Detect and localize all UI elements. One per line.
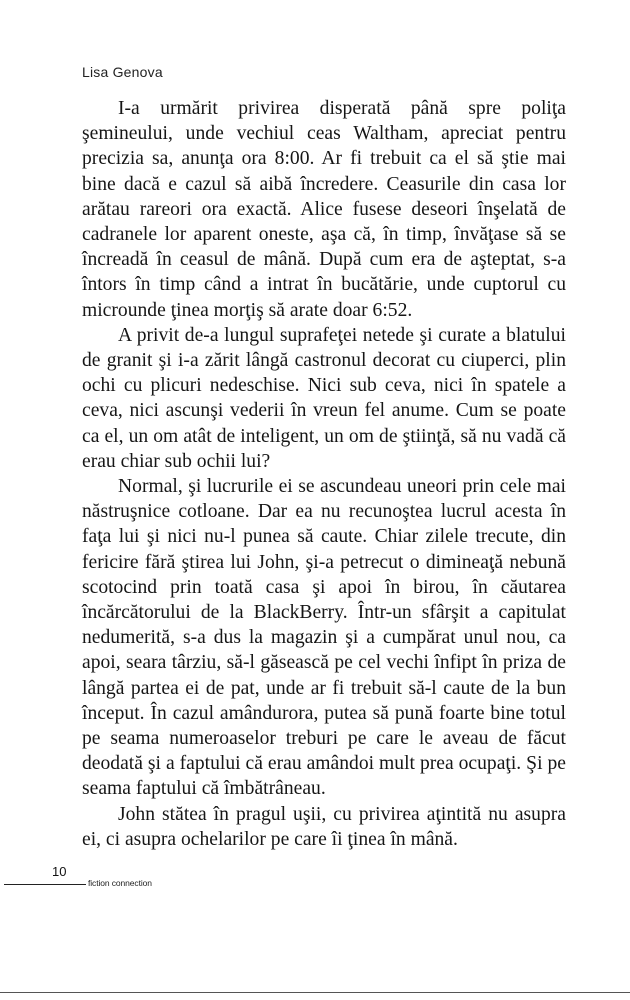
footer-rule [4,884,86,885]
paragraph: I-a urmărit privirea disperată până spre poliţa şemineului, unde vechiul ceas Waltham, apreciat pentru precizia sa, anunţa ora 8:00. Ar fi trebuit ca el să ştie mai bine dacă e cazul să aibă încredere. Ceasurile din casa lor arătau rareori ora exactă. Alice fusese deseori înşelată de cadranele lor aparent oneste, aşa că, în timp, învăţase să se încreadă în ceasul de mână. După cum era de aşteptat, s-a întors în timp când a intrat în bucătărie, unde cuptorul cu microunde ţinea morţiş să arate doar 6:52. [82,98,566,321]
publisher-imprint: fiction connection [88,878,152,888]
running-head-author: Lisa Genova [82,64,163,80]
body-text [82,96,566,852]
page-number: 10 [52,864,67,879]
paragraph: A privit de-a lungul suprafeţei netede şi curate a blatului de granit şi i-a zărit lângă castronul decorat cu ciuperci, plin ochi cu plicuri nedeschise. Nici sub ceva, nici în spatele a ceva, nici ascunşi vederii în vreun fel anume. Cum se poate ca el, un om atât de inteligent, un om de ştiinţă, să nu vadă că erau chiar sub ochii lui? [82,324,566,472]
paragraph: Normal, şi lucrurile ei se ascundeau uneori prin cele mai năstruşnice cotloane. Dar ea nu recunoştea lucrul acesta în faţa lui şi nici nu-l punea să caute. Chiar zilele trecute, din fericire fără ştirea lui John, şi-a petrecut o dimineaţă nebună scotocind prin toată casa şi apoi în birou, în căutarea încărcătorului de la BlackBerry. Într-un sfârşit a capitulat nedumerită, s-a dus la magazin şi a cumpărat unul nou, ca apoi, seara târziu, să-l găsească pe cel vechi înfipt în priza de lângă partea ei de pat, unde ar fi trebuit să-l caute de la bun început. În cazul amândurora, putea să pună foarte bine totul pe seama numeroaselor treburi pe care le aveau de făcut deodată şi a faptului că erau amândoi mult prea ocupaţi. Şi pe seama faptului că îmbătrâneau. [82,476,566,800]
page-edge-line [0,992,630,993]
paragraph: John stătea în pragul uşii, cu privirea aţintită nu asupra ei, ci asupra ochelarilor pe care îi ţinea în mână. [82,803,566,850]
